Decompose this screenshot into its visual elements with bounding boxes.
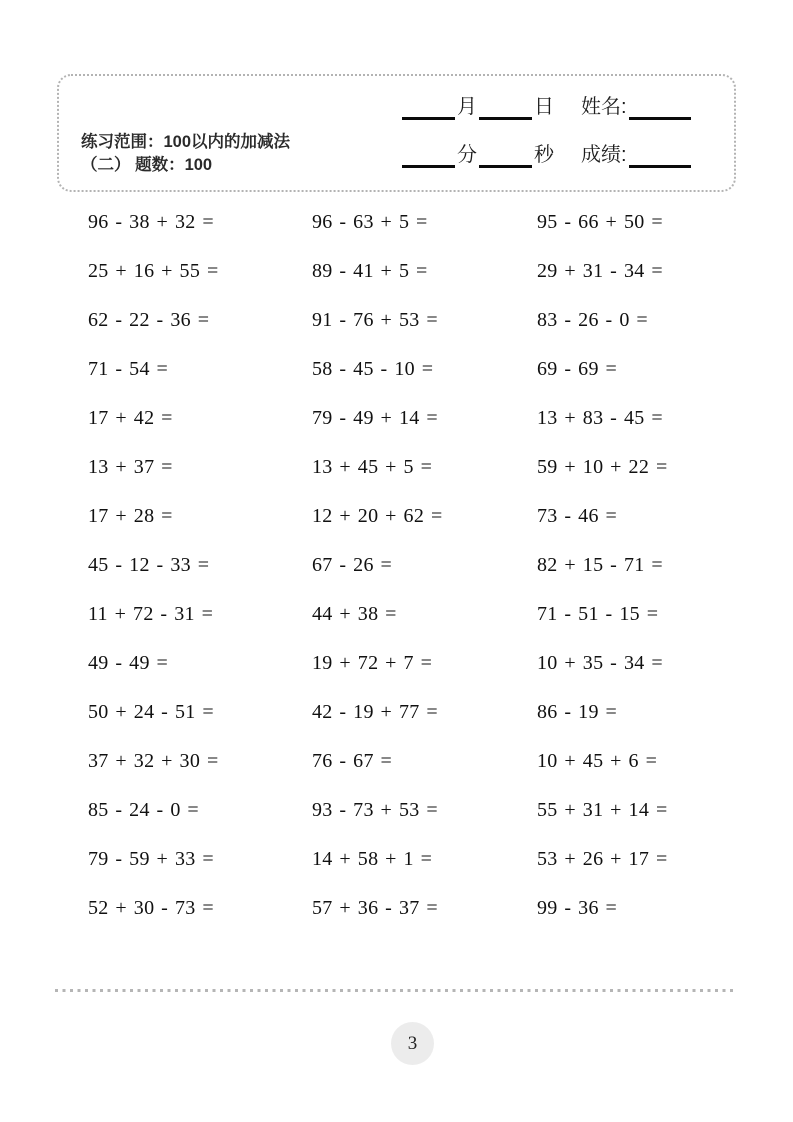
score-label: 成绩: — [581, 144, 627, 166]
page-divider — [55, 989, 737, 992]
problem-cell: 14 + 58 + 1 = — [312, 848, 433, 870]
problem-cell: 12 + 20 + 62 = — [312, 505, 443, 527]
practice-range-label: 练习范围：100以内的加减法 — [81, 133, 291, 151]
score-blank — [629, 144, 691, 168]
problem-cell: 13 + 45 + 5 = — [312, 456, 433, 478]
problem-cell: 96 - 38 + 32 = — [88, 211, 214, 233]
header-fill-in-area — [402, 92, 722, 168]
problem-cell: 89 - 41 + 5 = — [312, 260, 428, 282]
minutes-label: 分 — [457, 144, 477, 166]
problem-cell: 37 + 32 + 30 = — [88, 750, 219, 772]
seconds-blank — [479, 144, 532, 168]
problem-cell: 91 - 76 + 53 = — [312, 309, 438, 331]
problem-cell: 58 - 45 - 10 = — [312, 358, 434, 380]
day-label: 日 — [534, 96, 554, 118]
problem-cell: 71 - 54 = — [88, 358, 169, 380]
problem-cell: 13 + 83 - 45 = — [537, 407, 663, 429]
problem-cell: 52 + 30 - 73 = — [88, 897, 214, 919]
practice-subtitle: （二） 题数：100 — [81, 156, 213, 174]
problem-cell: 67 - 26 = — [312, 554, 393, 576]
day-blank — [479, 96, 532, 120]
name-label: 姓名: — [581, 96, 627, 118]
name-blank — [629, 96, 691, 120]
problems-grid — [88, 198, 727, 933]
problem-cell: 17 + 28 = — [88, 505, 173, 527]
practice-info — [81, 131, 290, 177]
problem-cell: 83 - 26 - 0 = — [537, 309, 648, 331]
problem-cell: 73 - 46 = — [537, 505, 618, 527]
problem-cell: 17 + 42 = — [88, 407, 173, 429]
problem-cell: 57 + 36 - 37 = — [312, 897, 438, 919]
problem-cell: 71 - 51 - 15 = — [537, 603, 659, 625]
problem-cell: 55 + 31 + 14 = — [537, 799, 668, 821]
minutes-blank — [402, 144, 455, 168]
time-score-line — [402, 140, 722, 168]
problem-cell: 11 + 72 - 31 = — [88, 603, 214, 625]
problem-cell: 93 - 73 + 53 = — [312, 799, 438, 821]
problem-cell: 53 + 26 + 17 = — [537, 848, 668, 870]
seconds-label: 秒 — [534, 144, 554, 166]
problem-cell: 44 + 38 = — [312, 603, 397, 625]
problem-cell: 99 - 36 = — [537, 897, 618, 919]
problem-cell: 25 + 16 + 55 = — [88, 260, 219, 282]
problem-cell: 29 + 31 - 34 = — [537, 260, 663, 282]
problem-cell: 95 - 66 + 50 = — [537, 211, 663, 233]
problem-cell: 49 - 49 = — [88, 652, 169, 674]
page-number: 3 — [407, 1032, 418, 1054]
problem-cell: 45 - 12 - 33 = — [88, 554, 210, 576]
problem-cell: 79 - 49 + 14 = — [312, 407, 438, 429]
page-number-badge — [391, 1022, 434, 1065]
problem-cell: 19 + 72 + 7 = — [312, 652, 433, 674]
problem-cell: 82 + 15 - 71 = — [537, 554, 663, 576]
date-name-line — [402, 92, 722, 120]
month-label: 月 — [457, 96, 477, 118]
problem-cell: 62 - 22 - 36 = — [88, 309, 210, 331]
problem-cell: 79 - 59 + 33 = — [88, 848, 214, 870]
problem-cell: 96 - 63 + 5 = — [312, 211, 428, 233]
problem-cell: 50 + 24 - 51 = — [88, 701, 214, 723]
problem-cell: 10 + 35 - 34 = — [537, 652, 663, 674]
problem-cell: 85 - 24 - 0 = — [88, 799, 199, 821]
problem-cell: 76 - 67 = — [312, 750, 393, 772]
problem-cell: 10 + 45 + 6 = — [537, 750, 658, 772]
month-blank — [402, 96, 455, 120]
problem-cell: 86 - 19 = — [537, 701, 618, 723]
problem-cell: 13 + 37 = — [88, 456, 173, 478]
header-box — [57, 74, 736, 192]
problem-cell: 59 + 10 + 22 = — [537, 456, 668, 478]
problem-cell: 69 - 69 = — [537, 358, 618, 380]
problem-cell: 42 - 19 + 77 = — [312, 701, 438, 723]
